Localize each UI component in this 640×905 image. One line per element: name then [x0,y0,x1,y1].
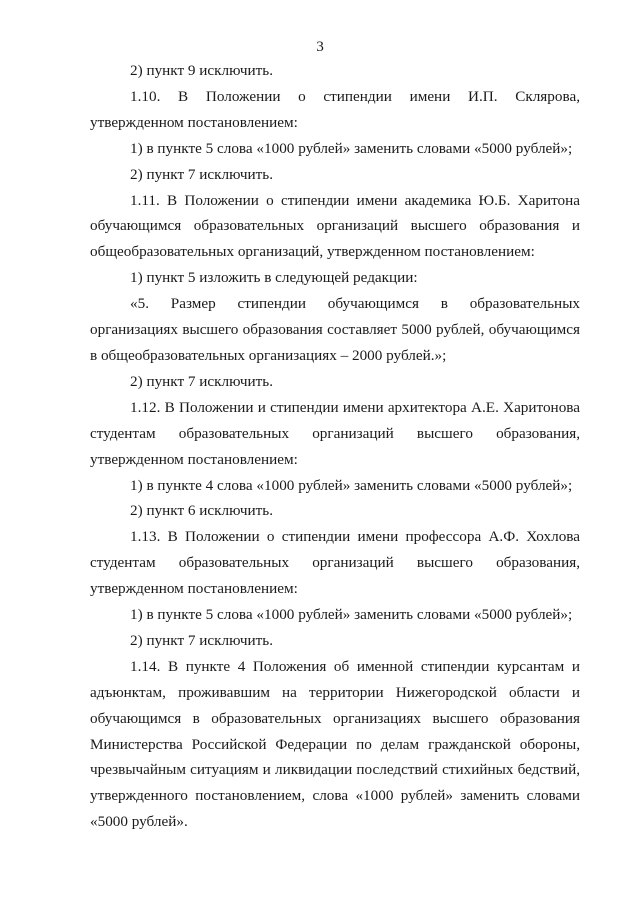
paragraph-section-1-12: 1.12. В Положении и стипендии имени архитектора А.Е. Харитонова студентам образовательных организаций высшего образования, утвержденном постановлением: [90,398,580,468]
paragraph-item-2: 2) пункт 7 исключить. [130,631,274,649]
page-number: 3 [316,38,324,55]
paragraph-section-1-14: 1.14. В пункте 4 Положения об именной стипендии курсантам и адъюнктам, проживавшим на территории Нижегородской области и обучающимся в образовательных организациях высшего образования Министерства Российской Федерации по делам гражданской обороны, чрезвычайным ситуациям и ликвидации последствий стихийных бедствий, утвержденного постановлением, слова «1000 рублей» заменить словами «5000 рублей». [90,657,580,831]
paragraph-item-2: 2) пункт 7 исключить. [130,372,274,390]
paragraph-item-2-clause-9: 2) пункт 9 исключить. [130,62,274,79]
paragraph-item-1: 1) в пункте 5 слова «1000 рублей» заменить словами «5000 рублей»; [130,139,573,157]
paragraph-item-1: 1) в пункте 5 слова «1000 рублей» заменить словами «5000 рублей»; [130,606,573,624]
paragraph-quoted-clause-5: «5. Размер стипендии обучающимся в образовательных организациях высшего образования составляет 5000 рублей, обучающимся в общеобразовательных организациях – 2000 рублей.»; [90,295,580,364]
document-body [90,58,580,835]
paragraph-section-1-11: 1.11. В Положении о стипендии имени академика Ю.Б. Харитона обучающимся образовательных организаций высшего образования и общеобразовательных организаций, утвержденном постановлением: [90,191,580,261]
paragraph-item-2: 2) пункт 6 исключить. [130,502,274,520]
paragraph-item-1: 1) в пункте 4 слова «1000 рублей» заменить словами «5000 рублей»; [130,476,573,494]
paragraph-section-1-10: 1.10. В Положении о стипендии имени И.П. Склярова, утвержденном постановлением: [90,87,580,131]
paragraph-item-2: 2) пункт 7 исключить. [130,165,274,183]
paragraph-item-1: 1) пункт 5 изложить в следующей редакции: [130,269,418,287]
paragraph-section-1-13: 1.13. В Положении о стипендии имени профессора А.Ф. Хохлова студентам образовательных организаций высшего образования, утвержденном постановлением: [90,528,580,598]
